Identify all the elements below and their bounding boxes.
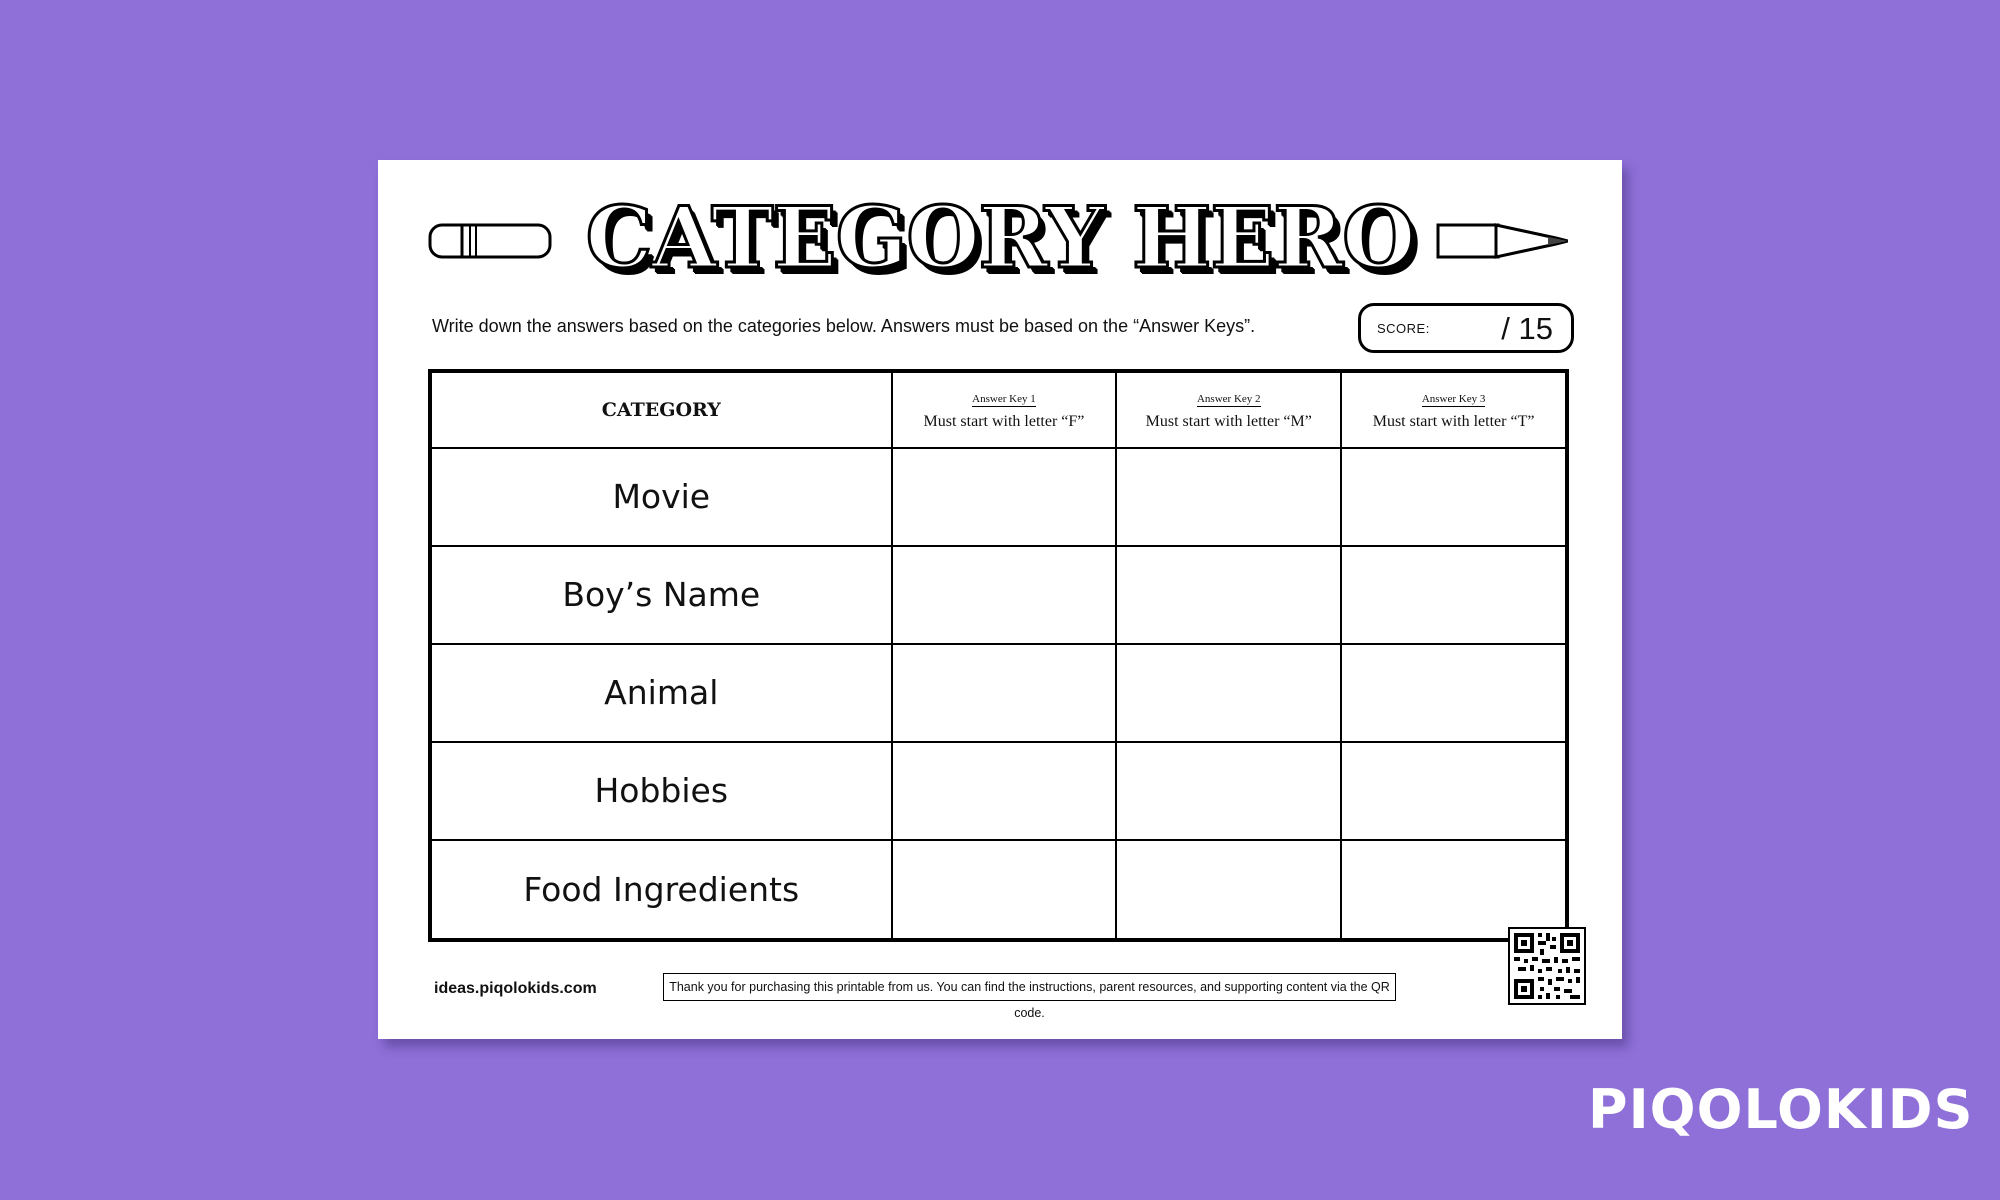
answer-cell[interactable] — [892, 448, 1117, 546]
category-table — [428, 369, 1569, 942]
brand-logo: PIQOLOKIDS — [1588, 1078, 1974, 1141]
table-row — [430, 546, 1567, 644]
table-row — [430, 742, 1567, 840]
answer-cell[interactable] — [892, 546, 1117, 644]
score-label: SCORE: — [1377, 321, 1430, 336]
category-cell — [430, 840, 892, 940]
category-cell — [430, 448, 892, 546]
answer-cell[interactable] — [1341, 742, 1567, 840]
answer-cell[interactable] — [892, 840, 1117, 940]
answer-cell[interactable] — [1116, 644, 1341, 742]
answer-cell[interactable] — [1341, 644, 1567, 742]
category-header: CATEGORY — [601, 399, 721, 421]
answer-key-rule: Must start with letter “T” — [1372, 413, 1535, 430]
category-cell — [430, 546, 892, 644]
answer-key-header-1 — [892, 371, 1117, 448]
answer-key-header-3 — [1341, 371, 1567, 448]
answer-cell[interactable] — [1116, 742, 1341, 840]
table-row — [430, 840, 1567, 940]
category-label: Food Ingredients — [523, 869, 800, 909]
worksheet — [378, 160, 1622, 1039]
answer-cell[interactable] — [892, 644, 1117, 742]
site-link[interactable]: ideas.piqolokids.com — [434, 980, 597, 997]
category-cell — [430, 644, 892, 742]
score-value: / 15 — [1501, 311, 1553, 346]
table-row — [430, 644, 1567, 742]
table-header-row — [430, 371, 1567, 448]
answer-key-label: Answer Key 2 — [1196, 393, 1261, 405]
category-cell — [430, 742, 892, 840]
answer-key-header-2 — [1116, 371, 1341, 448]
answer-key-rule: Must start with letter “F” — [923, 413, 1085, 430]
answer-cell[interactable] — [1341, 546, 1567, 644]
answer-cell[interactable] — [892, 742, 1117, 840]
answer-cell[interactable] — [1341, 448, 1567, 546]
qr-code-icon[interactable] — [1508, 927, 1586, 1005]
category-label: Movie — [612, 477, 711, 517]
answer-key-label: Answer Key 1 — [972, 393, 1036, 405]
score-box[interactable] — [1358, 303, 1574, 353]
category-label: Animal — [604, 673, 719, 713]
table-row — [430, 448, 1567, 546]
worksheet-title: CATEGORY HERO — [585, 188, 1415, 287]
answer-key-label: Answer Key 3 — [1421, 393, 1486, 405]
answer-cell[interactable] — [1341, 840, 1567, 940]
answer-cell[interactable] — [1116, 546, 1341, 644]
category-label: Boy’s Name — [562, 575, 761, 615]
answer-cell[interactable] — [1116, 840, 1341, 940]
instructions-text: Write down the answers based on the categories below. Answers must be based on the “Answer Keys”. — [432, 316, 1256, 336]
category-header-cell — [430, 371, 892, 448]
answer-key-rule: Must start with letter “M” — [1145, 413, 1312, 430]
category-label: Hobbies — [594, 771, 729, 811]
answer-cell[interactable] — [1116, 448, 1341, 546]
footer-note: Thank you for purchasing this printable from us. You can find the instructions, parent resources, and supporting content via the QR code. — [663, 973, 1396, 1001]
